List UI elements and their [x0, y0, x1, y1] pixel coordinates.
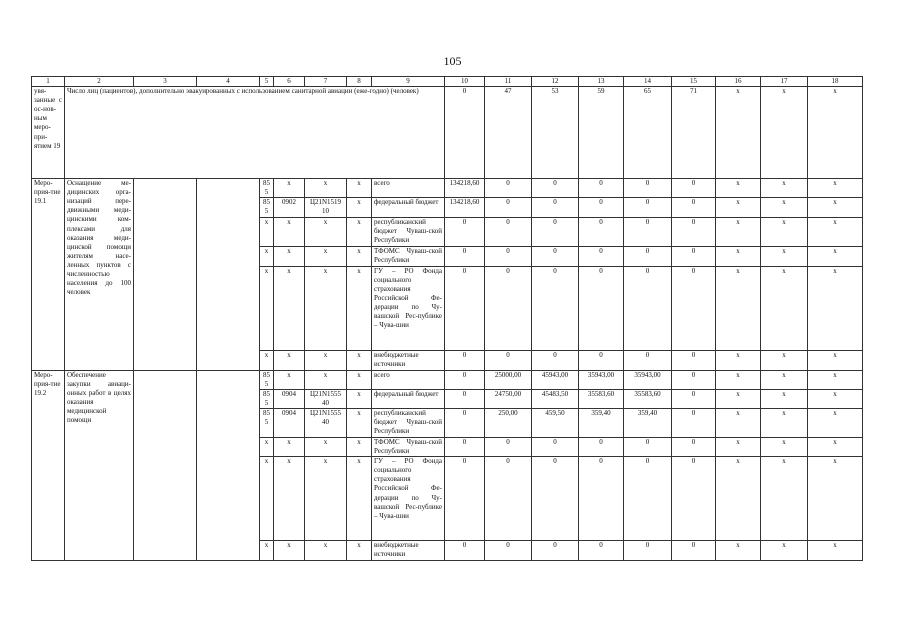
funding-amount: 0	[485, 350, 532, 370]
column-number-1: 1	[32, 77, 65, 87]
funding-amount: x	[761, 408, 808, 437]
column-number-3: 3	[134, 77, 197, 87]
funding-amount: 45483,50	[532, 389, 579, 408]
funding-amount: 0	[445, 218, 485, 246]
funding-amount: 35583,60	[579, 389, 624, 408]
funding-amount: 0	[532, 457, 579, 541]
funding-amount: x	[761, 389, 808, 408]
funding-amount: 0	[445, 389, 485, 408]
indicator-value: 71	[672, 87, 716, 179]
funding-amount: 250,00	[485, 408, 532, 437]
section-code: x	[274, 541, 305, 561]
column-number-4: 4	[197, 77, 260, 87]
indicator-value: 0	[445, 87, 485, 179]
grbs-code: 855	[260, 408, 274, 437]
funding-source: внебюджетные источники	[372, 541, 445, 561]
funding-amount: 25000,00	[485, 370, 532, 389]
funding-source: всего	[372, 179, 445, 198]
section-code: x	[274, 179, 305, 198]
funding-amount: 0	[579, 541, 624, 561]
column-number-5: 5	[260, 77, 274, 87]
funding-amount: 0	[579, 198, 624, 218]
funding-amount: x	[716, 541, 761, 561]
indicator-value: 65	[624, 87, 672, 179]
funding-amount: x	[761, 437, 808, 456]
funding-amount: 0	[624, 246, 672, 266]
activity-row	[32, 179, 863, 198]
funding-amount: 35943,00	[579, 370, 624, 389]
funding-amount: x	[716, 437, 761, 456]
activity-description: Обеспечение закупки авиаци-онных работ в целях оказания медицинской помощи	[65, 370, 134, 561]
funding-amount: 0	[672, 179, 716, 198]
funding-amount: 0	[624, 218, 672, 246]
column-number-16: 16	[716, 77, 761, 87]
funding-amount: 0	[445, 350, 485, 370]
target-article-code: x	[305, 370, 347, 389]
funding-amount: x	[716, 179, 761, 198]
grbs-code: x	[260, 350, 274, 370]
column-number-11: 11	[485, 77, 532, 87]
funding-amount: 359,40	[579, 408, 624, 437]
funding-amount: 0	[485, 266, 532, 350]
funding-amount: 0	[579, 179, 624, 198]
indicator-value: 53	[532, 87, 579, 179]
expense-group-code: x	[347, 370, 372, 389]
funding-amount: 134218,60	[445, 179, 485, 198]
funding-amount: 0	[445, 246, 485, 266]
expense-group-code: x	[347, 218, 372, 246]
funding-amount: 0	[485, 179, 532, 198]
grbs-code: 855	[260, 370, 274, 389]
funding-amount: 0	[445, 457, 485, 541]
column-number-15: 15	[672, 77, 716, 87]
funding-amount: 0	[579, 246, 624, 266]
funding-amount: 0	[672, 246, 716, 266]
table-body	[32, 77, 863, 561]
target-article-code: Ц21N1519 10	[305, 198, 347, 218]
section-code: x	[274, 437, 305, 456]
funding-amount: 359,40	[624, 408, 672, 437]
indicator-value: 59	[579, 87, 624, 179]
expense-group-code: x	[347, 266, 372, 350]
indicator-value: x	[808, 87, 863, 179]
funding-amount: x	[808, 218, 863, 246]
funding-source: федеральный бюджет	[372, 198, 445, 218]
section-code: x	[274, 218, 305, 246]
funding-amount: 0	[579, 437, 624, 456]
funding-amount: x	[716, 266, 761, 350]
funding-amount: 0	[445, 266, 485, 350]
indicator-description: Число лиц (пациентов), дополнительно эвакуированных с использованием санитарной авиации (еже-годно) (человек)	[65, 87, 445, 179]
indicator-label: увя-занные с ос-нов-ным меро-при-ятием 19	[32, 87, 65, 179]
funding-amount: 0	[672, 350, 716, 370]
section-code: x	[274, 350, 305, 370]
grbs-code: 855	[260, 389, 274, 408]
expense-group-code: x	[347, 541, 372, 561]
indicator-value: x	[716, 87, 761, 179]
section-code: x	[274, 266, 305, 350]
funding-amount: 0	[672, 389, 716, 408]
funding-amount: 459,50	[532, 408, 579, 437]
funding-amount: 0	[672, 541, 716, 561]
target-article-code: x	[305, 179, 347, 198]
funding-source: республиканский бюджет Чуваш-ской Республики	[372, 408, 445, 437]
funding-amount: x	[808, 246, 863, 266]
section-code: 0904	[274, 408, 305, 437]
funding-amount: 0	[485, 457, 532, 541]
funding-amount: 0	[532, 198, 579, 218]
expense-group-code: x	[347, 437, 372, 456]
column-number-14: 14	[624, 77, 672, 87]
expense-group-code: x	[347, 408, 372, 437]
grbs-code: x	[260, 457, 274, 541]
funding-amount: 0	[579, 457, 624, 541]
funding-amount: x	[808, 408, 863, 437]
funding-amount: x	[716, 457, 761, 541]
funding-amount: 0	[624, 457, 672, 541]
funding-amount: x	[808, 389, 863, 408]
funding-source: ГУ – РО Фонда социального страхования Российской Фе-дерации по Чу-вашской Рес-публике – Чува-шии	[372, 457, 445, 541]
page-number: 105	[443, 54, 462, 68]
funding-amount: x	[716, 350, 761, 370]
funding-amount: x	[808, 179, 863, 198]
target-article-code: Ц21N1555 40	[305, 389, 347, 408]
funding-source: федеральный бюджет	[372, 389, 445, 408]
budget-table	[31, 76, 863, 561]
funding-amount: x	[716, 246, 761, 266]
funding-amount: 0	[624, 198, 672, 218]
funding-amount: 0	[624, 541, 672, 561]
header-row	[32, 77, 863, 87]
funding-amount: 0	[672, 457, 716, 541]
target-article-code: x	[305, 437, 347, 456]
funding-amount: x	[761, 350, 808, 370]
funding-amount: 0	[532, 246, 579, 266]
funding-amount: x	[716, 218, 761, 246]
funding-amount: 35583,60	[624, 389, 672, 408]
funding-source: ГУ – РО Фонда социального страхования Российской Фе-дерации по Чу-вашской Рес-публике – Чува-шии	[372, 266, 445, 350]
funding-amount: x	[808, 541, 863, 561]
indicator-value: x	[761, 87, 808, 179]
funding-amount: 0	[624, 350, 672, 370]
funding-amount: x	[808, 370, 863, 389]
funding-amount: 0	[532, 179, 579, 198]
funding-amount: x	[808, 437, 863, 456]
funding-amount: x	[716, 389, 761, 408]
column-number-18: 18	[808, 77, 863, 87]
funding-amount: x	[808, 350, 863, 370]
column-number-7: 7	[305, 77, 347, 87]
funding-amount: 45943,00	[532, 370, 579, 389]
funding-amount: 0	[485, 541, 532, 561]
target-article-code: x	[305, 457, 347, 541]
target-article-code: x	[305, 218, 347, 246]
funding-source: внебюджетные источники	[372, 350, 445, 370]
funding-amount: 0	[532, 218, 579, 246]
indicator-row	[32, 87, 863, 179]
funding-source: всего	[372, 370, 445, 389]
column-number-10: 10	[445, 77, 485, 87]
section-code: x	[274, 370, 305, 389]
target-article-code: Ц21N1555 40	[305, 408, 347, 437]
funding-amount: 0	[532, 437, 579, 456]
grbs-code: x	[260, 218, 274, 246]
column-number-8: 8	[347, 77, 372, 87]
expense-group-code: x	[347, 350, 372, 370]
funding-amount: x	[761, 266, 808, 350]
funding-amount: x	[761, 218, 808, 246]
column-number-2: 2	[65, 77, 134, 87]
grbs-code: 855	[260, 179, 274, 198]
grbs-code: x	[260, 246, 274, 266]
activity-label: Меро-прия-тие 19.1	[32, 179, 65, 370]
funding-amount: 0	[672, 218, 716, 246]
funding-amount: x	[761, 179, 808, 198]
grbs-code: x	[260, 266, 274, 350]
section-code: 0902	[274, 198, 305, 218]
funding-amount: 0	[672, 437, 716, 456]
funding-amount: 0	[485, 198, 532, 218]
expense-group-code: x	[347, 198, 372, 218]
funding-amount: 0	[445, 370, 485, 389]
funding-amount: x	[761, 457, 808, 541]
funding-source: ТФОМС Чуваш-ской Республики	[372, 437, 445, 456]
funding-amount: x	[761, 370, 808, 389]
funding-amount: 0	[532, 541, 579, 561]
column-number-17: 17	[761, 77, 808, 87]
funding-amount: 0	[672, 408, 716, 437]
grbs-code: 855	[260, 198, 274, 218]
column-number-6: 6	[274, 77, 305, 87]
column-number-9: 9	[372, 77, 445, 87]
funding-amount: 0	[485, 437, 532, 456]
expense-group-code: x	[347, 246, 372, 266]
funding-amount: 0	[672, 266, 716, 350]
funding-amount: 35943,00	[624, 370, 672, 389]
funding-amount: 0	[624, 266, 672, 350]
column-number-13: 13	[579, 77, 624, 87]
section-code: x	[274, 246, 305, 266]
funding-amount: 0	[579, 350, 624, 370]
funding-amount: 134218,60	[445, 198, 485, 218]
co-executor-cell	[197, 179, 260, 370]
funding-amount: 0	[672, 198, 716, 218]
funding-amount: x	[761, 541, 808, 561]
funding-amount: 0	[485, 246, 532, 266]
target-article-code: x	[305, 266, 347, 350]
funding-amount: x	[761, 246, 808, 266]
funding-amount: 0	[445, 541, 485, 561]
funding-amount: x	[808, 266, 863, 350]
funding-amount: 0	[445, 437, 485, 456]
funding-amount: 0	[624, 179, 672, 198]
funding-amount: 0	[445, 408, 485, 437]
funding-amount: 0	[579, 266, 624, 350]
funding-amount: 0	[579, 218, 624, 246]
funding-amount: x	[808, 198, 863, 218]
expense-group-code: x	[347, 389, 372, 408]
funding-source: республиканский бюджет Чуваш-ской Республики	[372, 218, 445, 246]
expense-group-code: x	[347, 179, 372, 198]
funding-amount: 0	[672, 370, 716, 389]
funding-amount: 0	[532, 266, 579, 350]
responsible-cell	[134, 370, 197, 561]
funding-amount: x	[808, 457, 863, 541]
funding-amount: x	[716, 408, 761, 437]
funding-amount: 24750,00	[485, 389, 532, 408]
funding-amount: 0	[485, 218, 532, 246]
funding-amount: x	[716, 370, 761, 389]
target-article-code: x	[305, 246, 347, 266]
activity-description: Оснащение ме-дицинских орга-низаций пере-движными меди-цинскими ком-плексами для оказания меди-цинской помощи жителям насе-ленных пунктов с численностью населения до 100 человек	[65, 179, 134, 370]
section-code: 0904	[274, 389, 305, 408]
section-code: x	[274, 457, 305, 541]
expense-group-code: x	[347, 457, 372, 541]
grbs-code: x	[260, 541, 274, 561]
responsible-cell	[134, 179, 197, 370]
funding-amount: 0	[624, 437, 672, 456]
funding-amount: x	[761, 198, 808, 218]
target-article-code: x	[305, 541, 347, 561]
funding-amount: 0	[532, 350, 579, 370]
indicator-value: 47	[485, 87, 532, 179]
activity-row	[32, 370, 863, 389]
target-article-code: x	[305, 350, 347, 370]
co-executor-cell	[197, 370, 260, 561]
funding-source: ТФОМС Чуваш-ской Республики	[372, 246, 445, 266]
activity-label: Меро-прия-тие 19.2	[32, 370, 65, 561]
column-number-12: 12	[532, 77, 579, 87]
funding-amount: x	[716, 198, 761, 218]
grbs-code: x	[260, 437, 274, 456]
